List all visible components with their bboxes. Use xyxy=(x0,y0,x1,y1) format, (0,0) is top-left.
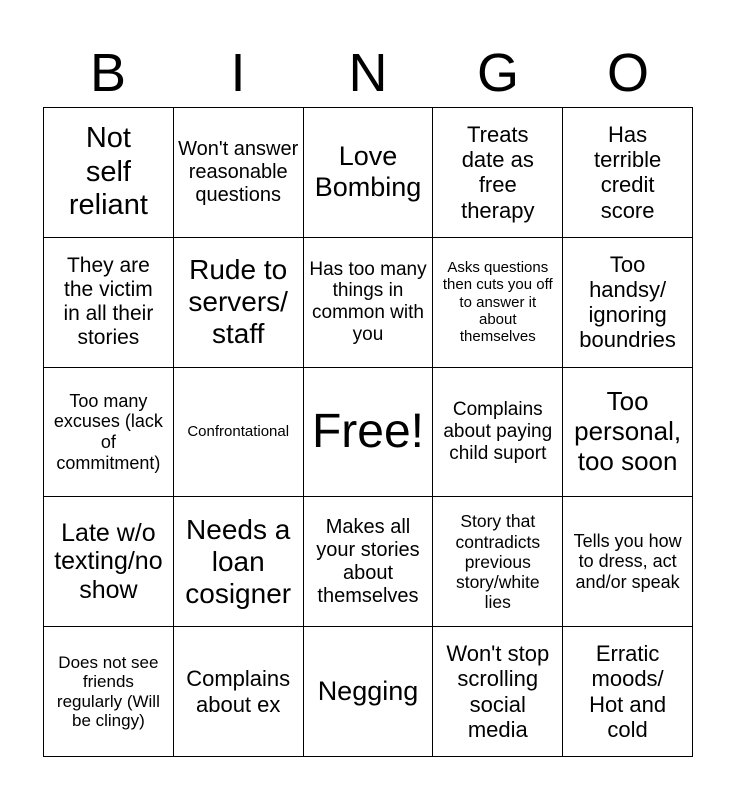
bingo-cell[interactable] xyxy=(563,238,693,368)
bingo-cell[interactable] xyxy=(174,238,304,368)
cell-text: Late w/o texting/no show xyxy=(54,518,163,605)
cell-text: Story that contradicts previous story/white lies xyxy=(455,511,541,612)
bingo-cell[interactable] xyxy=(433,368,563,498)
cell-text: Rude to servers/ staff xyxy=(188,253,288,350)
bingo-cell[interactable] xyxy=(44,497,174,627)
bingo-cell[interactable] xyxy=(433,108,563,238)
cell-text: Too personal, too soon xyxy=(574,386,682,476)
bingo-cell[interactable] xyxy=(304,627,434,757)
header-letter-o: O xyxy=(606,43,649,103)
cell-text: Has terrible credit score xyxy=(593,121,662,223)
bingo-board xyxy=(43,107,693,757)
bingo-cell[interactable] xyxy=(304,108,434,238)
bingo-cell[interactable] xyxy=(304,238,434,368)
header-letter-i: I xyxy=(230,43,246,103)
free-space-cell[interactable] xyxy=(304,368,434,498)
bingo-cell[interactable] xyxy=(433,238,563,368)
bingo-cell[interactable] xyxy=(563,368,693,498)
bingo-header xyxy=(43,40,693,106)
bingo-cell[interactable] xyxy=(44,368,174,498)
bingo-cell[interactable] xyxy=(174,627,304,757)
cell-text: Love Bombing xyxy=(314,141,422,203)
cell-text: They are the victim in all their stories xyxy=(63,253,154,350)
free-space-text: Free! xyxy=(311,405,424,459)
cell-text: Does not see friends regularly (Will be clingy) xyxy=(56,652,160,731)
bingo-cell[interactable] xyxy=(433,627,563,757)
bingo-cell[interactable] xyxy=(44,108,174,238)
cell-text: Won't answer reasonable questions xyxy=(178,137,299,206)
cell-text: Asks questions then cuts you off to answer it about themselves xyxy=(442,259,553,346)
cell-text: Erratic moods/ Hot and cold xyxy=(589,641,667,742)
bingo-cell[interactable] xyxy=(563,497,693,627)
bingo-cell[interactable] xyxy=(304,497,434,627)
cell-text: Has too many things in common with you xyxy=(309,258,427,346)
cell-text: Negging xyxy=(317,676,419,707)
bingo-cell[interactable] xyxy=(563,108,693,238)
cell-text: Tells you how to dress, act and/or speak xyxy=(573,530,682,593)
cell-text: Not self reliant xyxy=(68,122,148,222)
bingo-cell[interactable] xyxy=(44,238,174,368)
cell-text: Confrontational xyxy=(187,423,290,441)
bingo-cell[interactable] xyxy=(174,108,304,238)
cell-text: Complains about ex xyxy=(186,666,291,717)
bingo-cell[interactable] xyxy=(433,497,563,627)
cell-text: Complains about paying child suport xyxy=(443,399,553,464)
bingo-cell[interactable] xyxy=(44,627,174,757)
bingo-cell[interactable] xyxy=(174,368,304,498)
cell-text: Too many excuses (lack of commitment) xyxy=(53,390,163,473)
header-letter-n: N xyxy=(348,43,388,103)
cell-text: Won't stop scrolling social media xyxy=(446,641,550,742)
header-letter-b: B xyxy=(89,43,127,103)
cell-text: Makes all your stories about themselves xyxy=(316,515,420,607)
bingo-cell[interactable] xyxy=(563,627,693,757)
bingo-cell[interactable] xyxy=(174,497,304,627)
header-letter-g: G xyxy=(476,43,519,103)
cell-text: Too handsy/ ignoring boundries xyxy=(579,251,676,353)
cell-text: Needs a loan cosigner xyxy=(185,513,292,609)
cell-text: Treats date as free therapy xyxy=(461,121,535,223)
